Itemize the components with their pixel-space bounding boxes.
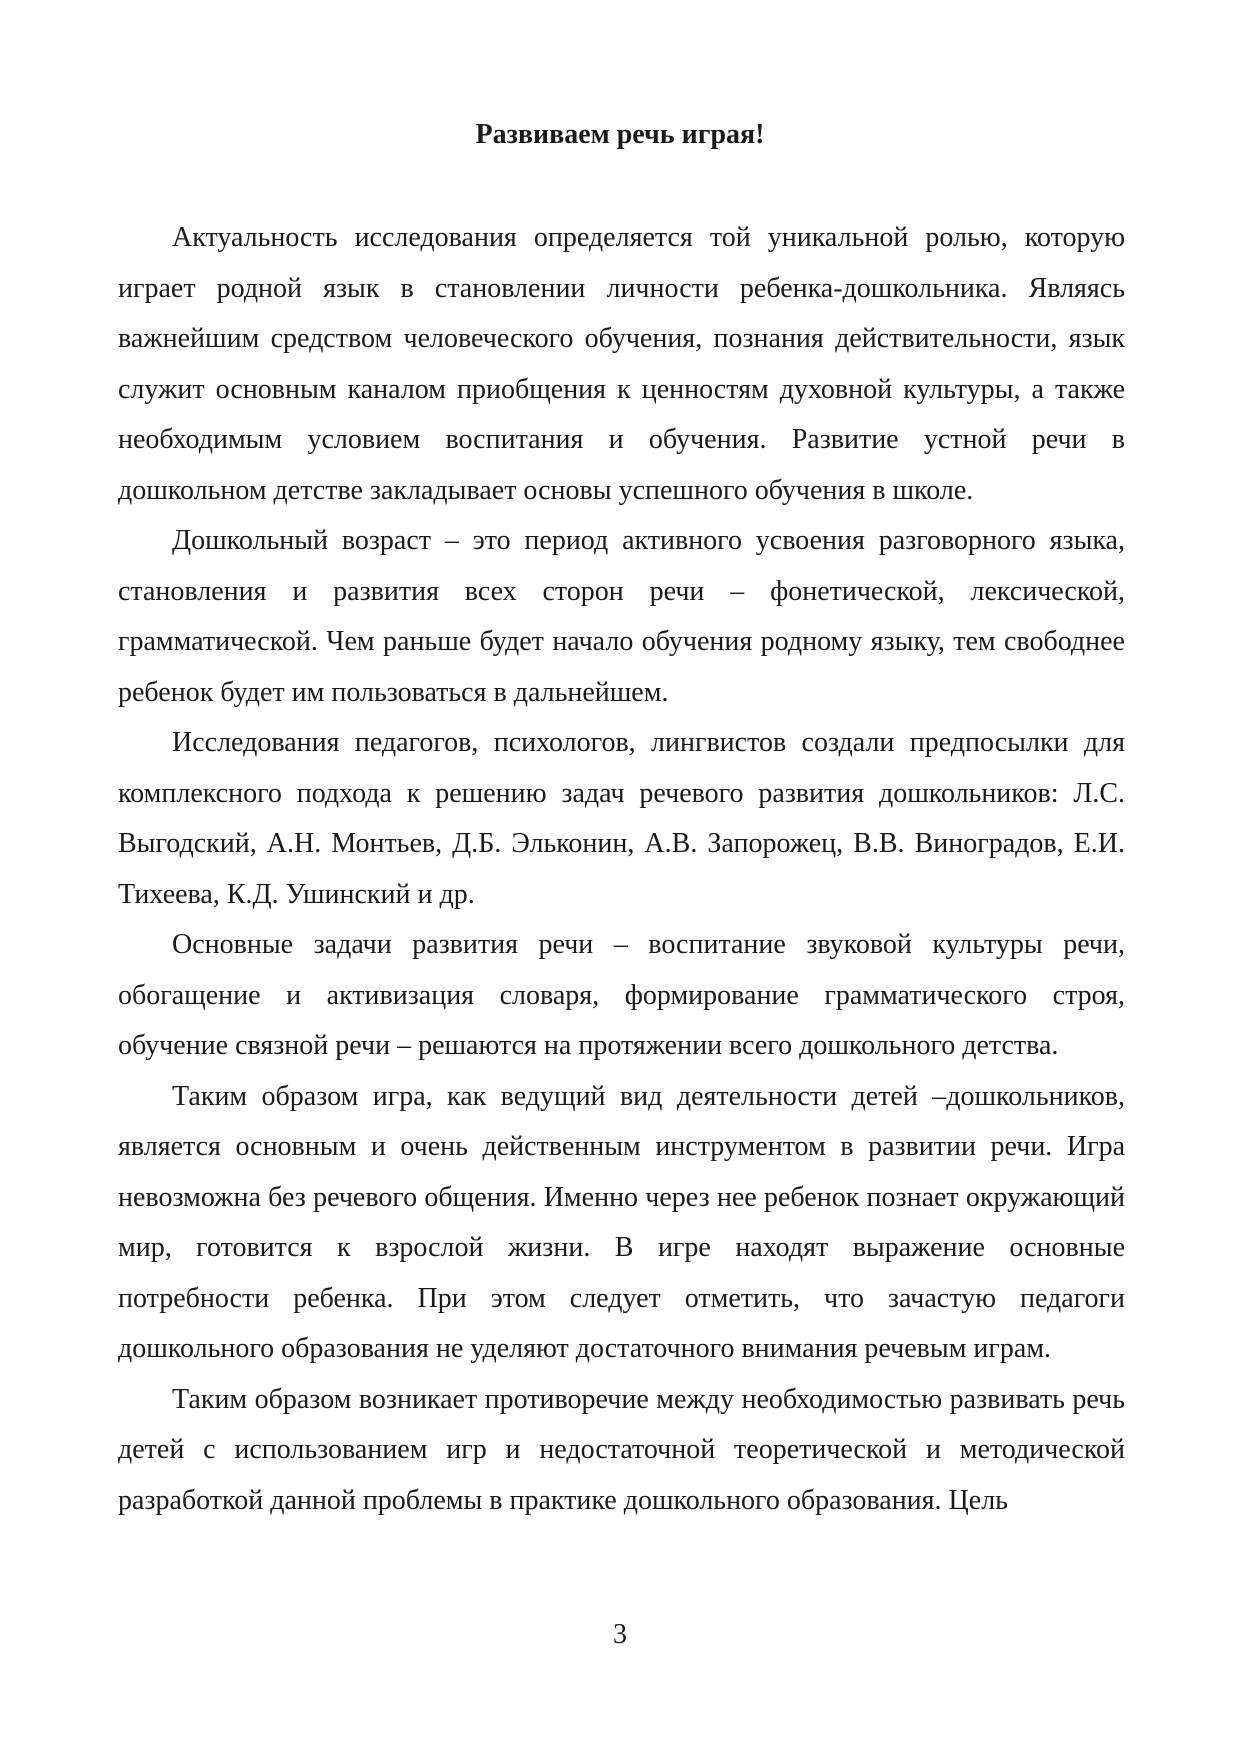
paragraph-play: Таким образом игра, как ведущий вид деятельности детей –дошкольников, является основным и очень действенным инструментом в развитии речи. Игра невозможна без речевого общения. Именно через нее ребенок познает окружающий мир, готовится к взрослой жизни. В игре находят выражение основные потребности ребенка. При этом следует отметить, что зачастую педагоги дошкольного образования не уделяют достаточного внимания речевым играм. bbox=[118, 1080, 1125, 1364]
paragraph-relevance: Актуальность исследования определяется той уникальной ролью, которую играет родной язык в становлении личности ребенка-дошкольника. Являясь важнейшим средством человеческого обучения, познания действительности, язык служит основным каналом приобщения к ценностям духовной культуры, а также необходимым условием воспитания и обучения. Развитие устной речи в дошкольном детстве закладывает основы успешного обучения в школе. bbox=[118, 222, 1125, 506]
page-number: 3 bbox=[613, 1619, 627, 1650]
paragraph-main-tasks: Основные задачи развития речи – воспитание звуковой культуры речи, обогащение и активизация словаря, формирование грамматического строя, обучение связной речи – решаются на протяжении всего дошкольного детства. bbox=[118, 929, 1125, 1061]
paragraph-contradiction: Таким образом возникает противоречие между необходимостью развивать речь детей с использованием игр и недостаточной теоретической и методической разработкой данной проблемы в практике дошкольного образования. Цель bbox=[118, 1383, 1125, 1516]
document-body bbox=[118, 213, 1125, 1526]
document-title: Развиваем речь играя! bbox=[475, 119, 765, 150]
paragraph-research: Исследования педагогов, психологов, лингвистов создали предпосылки для комплексного подхода к решению задач речевого развития дошкольников: Л.С. Выгодский, А.Н. Монтьев, Д.Б. Эльконин, А.В. Запорожец, В.В. Виноградов, Е.И. Тихеева, К.Д. Ушинский и др. bbox=[118, 727, 1125, 910]
paragraph-preschool-age: Дошкольный возраст – это период активного усвоения разговорного языка, становления и развития всех сторон речи – фонетической, лексической, грамматической. Чем раньше будет начало обучения родному языку, тем свободнее ребенок будет им пользоваться в дальнейшем. bbox=[118, 525, 1125, 708]
